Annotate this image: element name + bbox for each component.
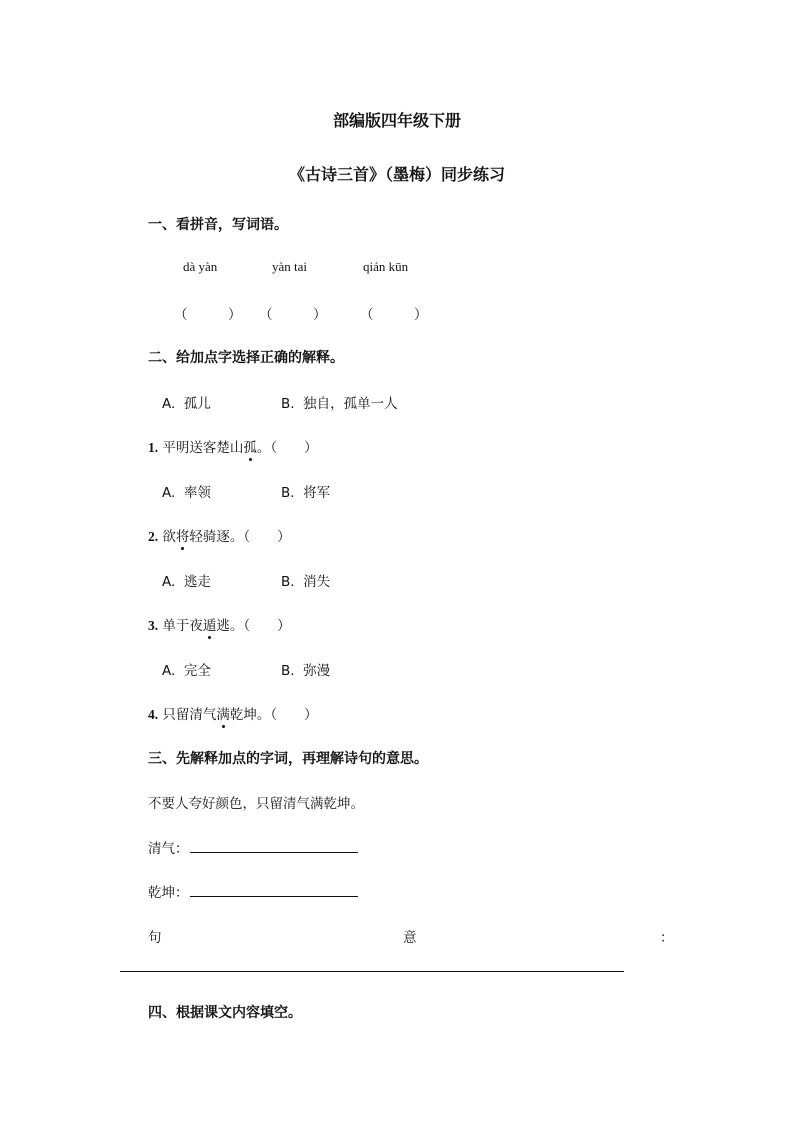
option-text: 弥漫 bbox=[303, 663, 331, 679]
question-number: 2. bbox=[148, 529, 159, 544]
option-text: 独自，孤单一人 bbox=[303, 396, 398, 412]
dotted-char: 满 bbox=[216, 707, 230, 723]
question-1 bbox=[148, 436, 318, 456]
question-text-post: 轻骑逐。（ ） bbox=[189, 529, 291, 545]
answer-line-qiankun[interactable] bbox=[190, 896, 358, 897]
question-qingqi-label: 清气： bbox=[148, 841, 189, 857]
meaning-label-char-1: 句 bbox=[148, 930, 162, 946]
option-letter: B. bbox=[281, 396, 295, 412]
option-letter: A. bbox=[162, 396, 176, 412]
page-title: 部编版四年级下册 bbox=[332, 111, 461, 130]
option-text: 消失 bbox=[303, 574, 331, 590]
answer-blank-1[interactable]: （ ） bbox=[174, 307, 242, 323]
option-letter: B. bbox=[281, 485, 295, 501]
option-letter: B. bbox=[281, 574, 295, 590]
question-qiankun-label: 乾坤： bbox=[148, 885, 189, 901]
question-text-pre: 平明送客楚山 bbox=[162, 440, 244, 456]
option-letter: B. bbox=[281, 663, 295, 679]
section-2-heading: 二、给加点字选择正确的解释。 bbox=[148, 350, 344, 366]
meaning-label-char-2: 意 bbox=[403, 930, 417, 946]
page-subtitle: 《古诗三首》（墨梅）同步练习 bbox=[288, 165, 505, 184]
option-a-1 bbox=[162, 392, 211, 412]
dotted-char: 遁 bbox=[202, 618, 217, 634]
option-text: 孤儿 bbox=[183, 396, 211, 412]
option-text: 完全 bbox=[183, 663, 211, 679]
dotted-char: 孤 bbox=[243, 440, 257, 456]
pinyin-2: yàn tai bbox=[272, 259, 308, 274]
poem-line: 不要人夸好颜色，只留清气满乾坤。 bbox=[148, 796, 364, 812]
question-number: 4. bbox=[148, 707, 159, 722]
option-b-3 bbox=[281, 570, 330, 590]
question-number: 1. bbox=[148, 440, 159, 455]
pinyin-3: qián kūn bbox=[363, 259, 409, 274]
option-letter: A. bbox=[162, 663, 176, 679]
section-4-heading: 四、根据课文内容填空。 bbox=[148, 1005, 302, 1021]
option-text: 率领 bbox=[183, 485, 211, 501]
option-letter: A. bbox=[162, 485, 176, 501]
question-text-pre: 只留清气 bbox=[162, 707, 217, 723]
answer-blank-2[interactable]: （ ） bbox=[259, 307, 327, 323]
answer-line-meaning[interactable] bbox=[120, 971, 624, 972]
option-text: 逃走 bbox=[183, 574, 211, 590]
pinyin-1: dà yàn bbox=[183, 259, 218, 274]
option-letter: A. bbox=[162, 574, 176, 590]
answer-blank-3[interactable]: （ ） bbox=[360, 307, 428, 323]
answer-line-qingqi[interactable] bbox=[190, 852, 358, 853]
question-3 bbox=[148, 614, 291, 634]
question-number: 3. bbox=[148, 618, 159, 633]
option-a-4 bbox=[162, 659, 211, 679]
option-b-1 bbox=[281, 392, 398, 412]
question-text-post: 逃。（ ） bbox=[216, 618, 291, 634]
option-text: 将军 bbox=[303, 485, 331, 501]
question-text-pre: 欲 bbox=[162, 529, 176, 545]
option-a-2 bbox=[162, 481, 211, 501]
question-text-post: 。（ ） bbox=[256, 440, 318, 456]
question-4 bbox=[148, 703, 318, 723]
meaning-label-colon: ： bbox=[660, 930, 674, 946]
question-2 bbox=[148, 525, 291, 545]
option-b-4 bbox=[281, 659, 330, 679]
section-1-heading: 一、看拼音，写词语。 bbox=[148, 217, 288, 233]
option-a-3 bbox=[162, 570, 211, 590]
dotted-char: 将 bbox=[175, 529, 190, 545]
section-3-heading: 三、先解释加点的字词，再理解诗句的意思。 bbox=[148, 751, 428, 767]
option-b-2 bbox=[281, 481, 330, 501]
question-text-post: 乾坤。（ ） bbox=[229, 707, 318, 723]
question-text-pre: 单于夜 bbox=[162, 618, 203, 634]
